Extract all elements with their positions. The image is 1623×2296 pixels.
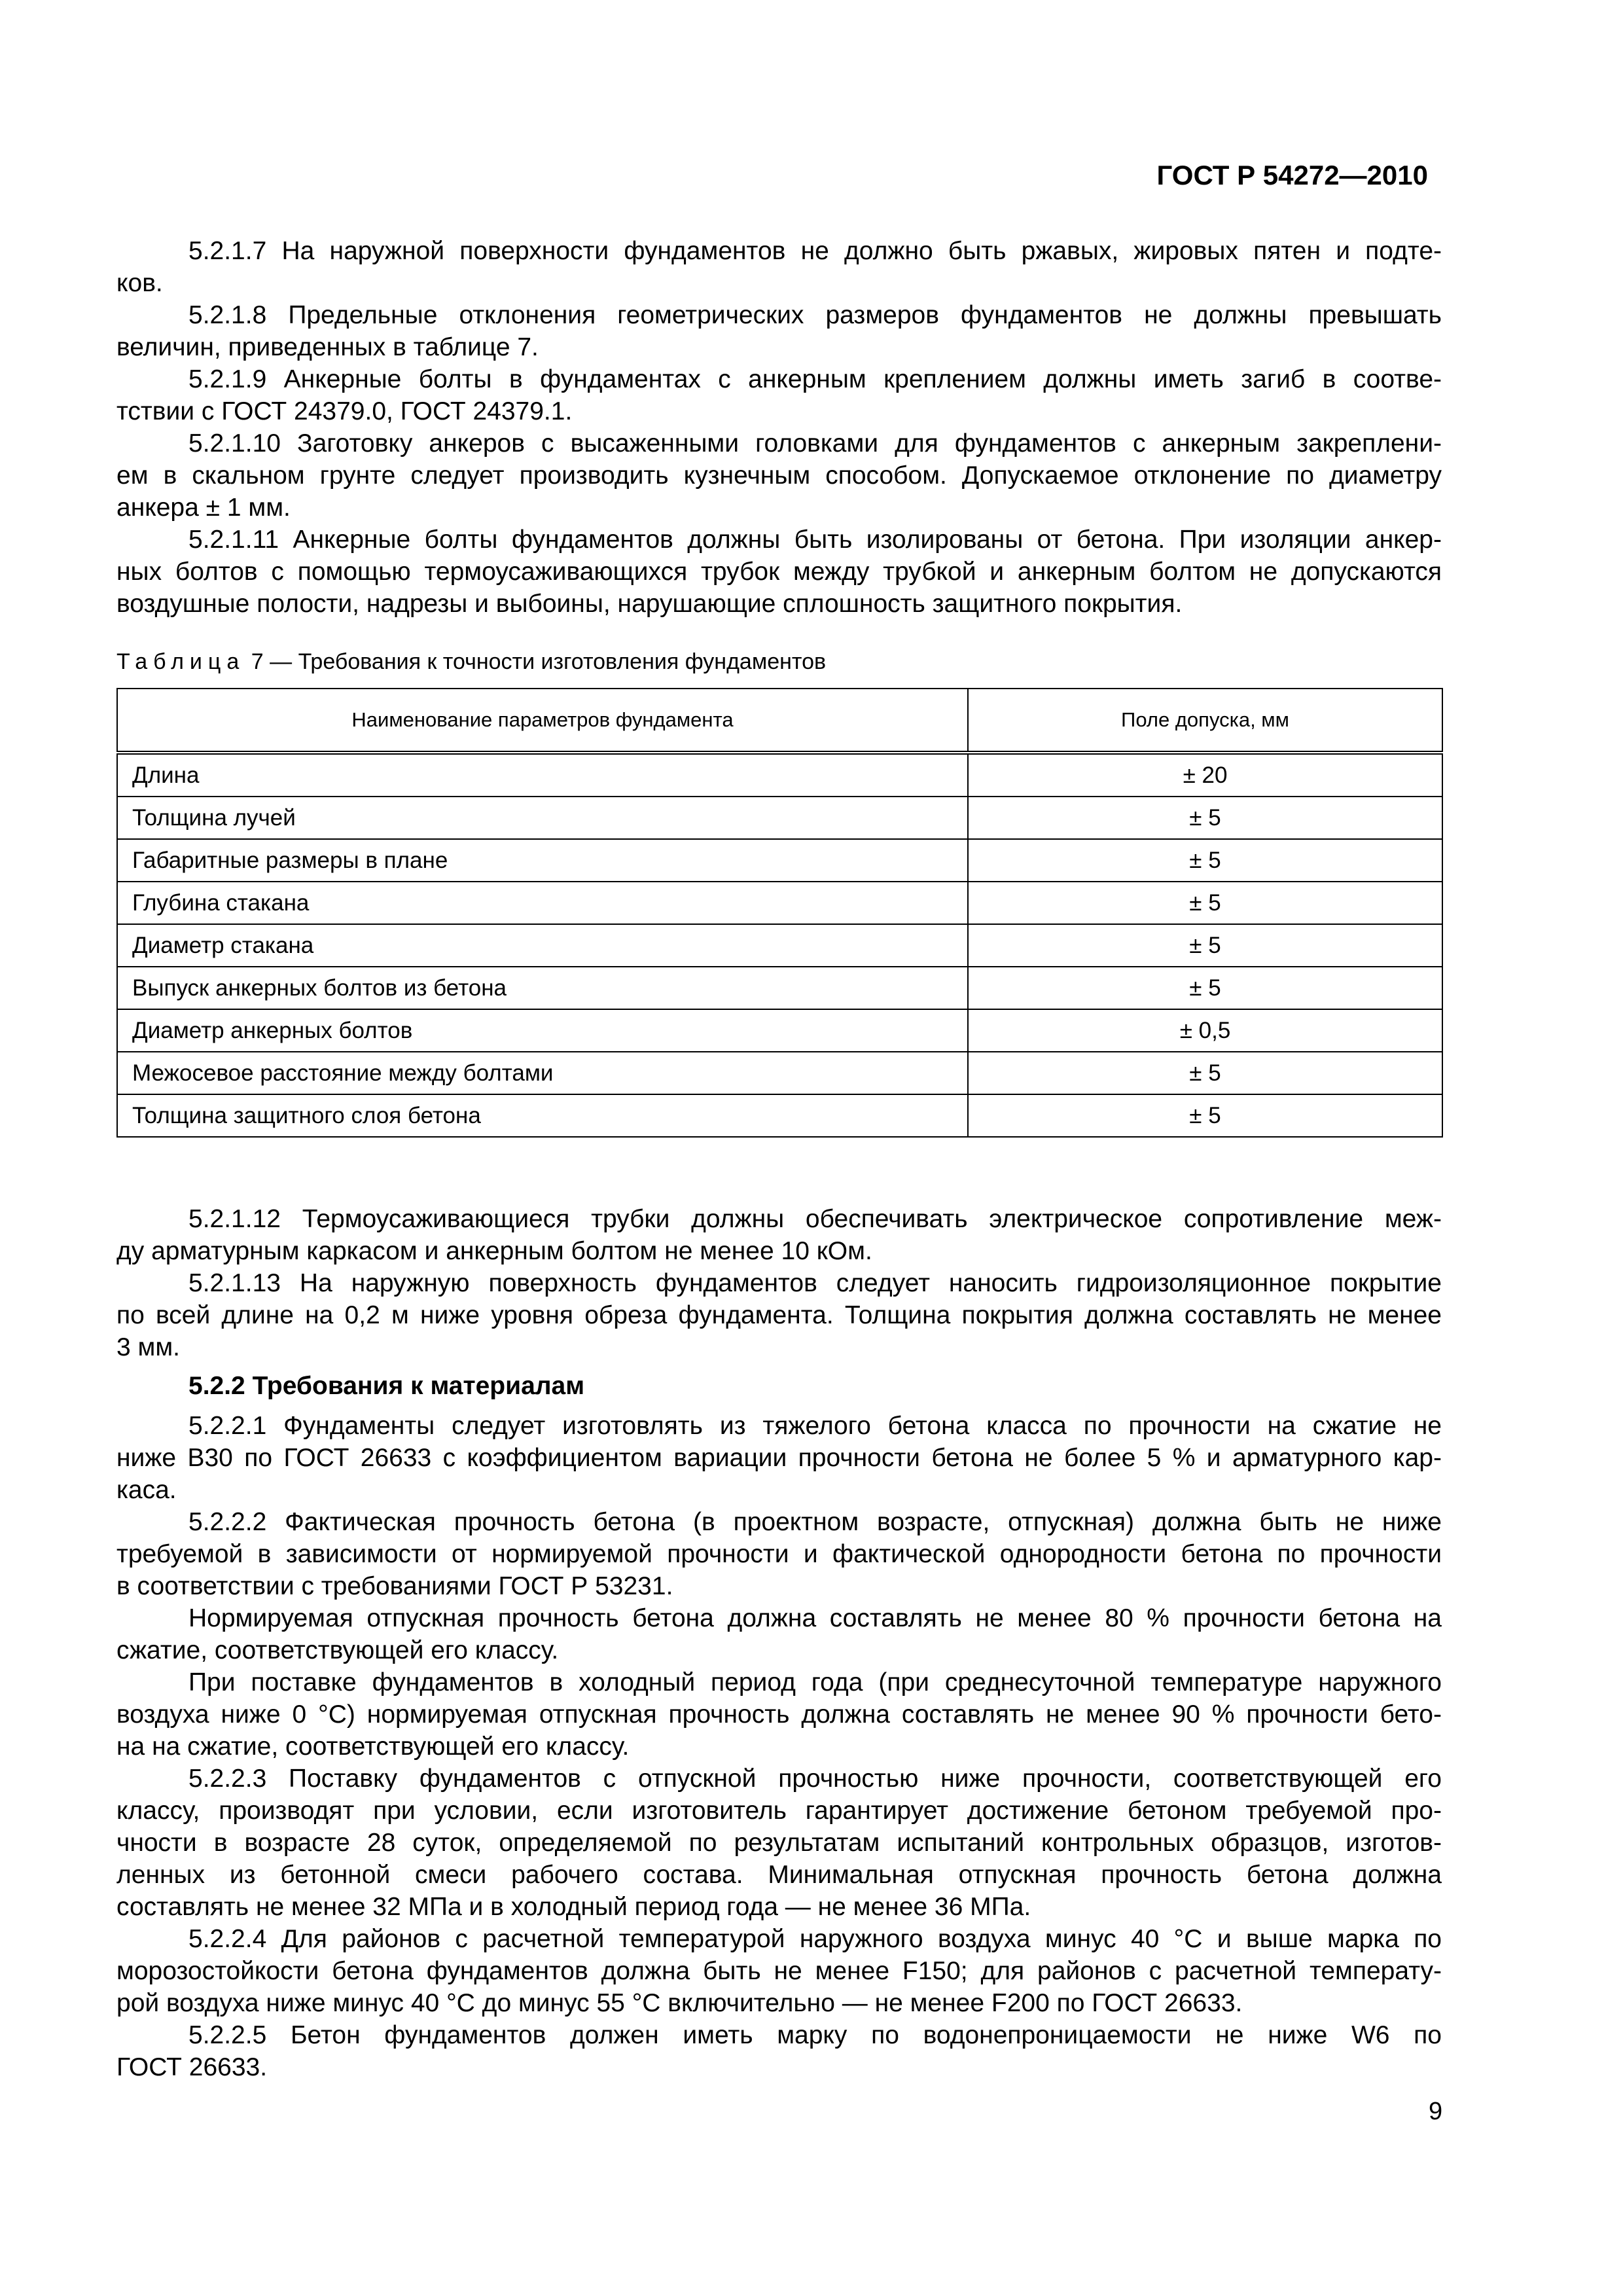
section-5-2-1-12-13 (116, 1203, 1442, 1363)
tolerance-cell: ± 5 (968, 882, 1442, 924)
page-number: 9 (1429, 2098, 1443, 2125)
parameter-cell: Толщина лучей (117, 797, 968, 839)
paragraph-line: классу, производят при условии, если изготовитель гарантирует достижение бетоном требуемой про- (116, 1797, 1442, 1825)
paragraph-line: 5.2.2.2 Фактическая прочность бетона (в проектном возрасте, отпускная) должна быть не ниже (188, 1508, 1442, 1536)
paragraph-line: воздуха ниже 0 °С) нормируемая отпускная прочность должна составлять не менее 90 % прочности бето- (116, 1700, 1442, 1729)
paragraph-line: 5.2.1.13 На наружную поверхность фундаментов следует наносить гидроизоляционное покрытие (188, 1269, 1442, 1297)
paragraph (116, 1923, 1442, 2019)
paragraph (116, 2019, 1442, 2083)
paragraph-line: 5.2.1.7 На наружной поверхности фундаментов не должно быть ржавых, жировых пятен и подте- (188, 237, 1442, 265)
table-header-row (117, 689, 1442, 753)
paragraph-line: чности в возрасте 28 суток, определяемой по результатам испытаний контрольных образцов, изготов- (116, 1829, 1442, 1857)
table-row (117, 1052, 1442, 1094)
paragraph-line: 5.2.1.8 Предельные отклонения геометрических размеров фундаментов не должны превышать (188, 301, 1442, 329)
paragraph-line: 5.2.1.10 Заготовку анкеров с высаженными головками для фундаментов с анкерным закреплени- (188, 429, 1442, 457)
tolerance-cell: ± 5 (968, 924, 1442, 967)
paragraph-line: по всей длине на 0,2 м ниже уровня обреза фундамента. Толщина покрытия должна составлять не менее (116, 1301, 1442, 1329)
parameter-cell: Диаметр анкерных болтов (117, 1009, 968, 1052)
paragraph (116, 1203, 1442, 1267)
paragraph-line: 5.2.1.9 Анкерные болты в фундаментах с анкерным креплением должны иметь загиб в соотве- (188, 365, 1442, 393)
paragraph (116, 1763, 1442, 1923)
paragraph (116, 1666, 1442, 1763)
paragraph-line: в соответствии с требованиями ГОСТ Р 53231. (116, 1572, 673, 1600)
tolerance-cell: ± 20 (968, 753, 1442, 797)
paragraph-line: ных болтов с помощью термоусаживающихся трубок между трубкой и анкерным болтом не допускаются (116, 558, 1442, 586)
table-caption-title: 7 — Требования к точности изготовления фундаментов (251, 649, 827, 674)
paragraph (116, 524, 1442, 620)
paragraph-line: морозостойкости бетона фундаментов должна быть не менее F150; для районов с расчетной температу- (116, 1957, 1442, 1985)
paragraph-line: 5.2.2.3 Поставку фундаментов с отпускной прочностью ниже прочности, соответствующей его (188, 1765, 1442, 1793)
paragraph (116, 1602, 1442, 1666)
paragraph-line: 5.2.2.4 Для районов с расчетной температурой наружного воздуха минус 40 °С и выше марка по (188, 1925, 1442, 1953)
table-row (117, 924, 1442, 967)
paragraph-line: Нормируемая отпускная прочность бетона должна составлять не менее 80 % прочности бетона на (188, 1604, 1442, 1632)
parameter-cell: Толщина защитного слоя бетона (117, 1094, 968, 1137)
parameter-cell: Выпуск анкерных болтов из бетона (117, 967, 968, 1009)
paragraph-line: величин, приведенных в таблице 7. (116, 333, 539, 361)
paragraph-line: ленных из бетонной смеси рабочего состава. Минимальная отпускная прочность бетона должна (116, 1861, 1442, 1889)
document-header: ГОСТ Р 54272—2010 (1156, 160, 1428, 190)
column-header-parameter: Наименование параметров фундамента (117, 689, 968, 753)
paragraph-line: ниже В30 по ГОСТ 26633 с коэффициентом вариации прочности бетона не более 5 % и арматурного кар- (116, 1444, 1442, 1472)
paragraph-line: ем в скальном грунте следует производить кузнечным способом. Допускаемое отклонение по диаметру (116, 461, 1442, 490)
paragraph-line: воздушные полости, надрезы и выбоины, нарушающие сплошность защитного покрытия. (116, 590, 1183, 618)
table-row (117, 797, 1442, 839)
tolerance-cell: ± 0,5 (968, 1009, 1442, 1052)
paragraph (116, 299, 1442, 363)
table-row (117, 753, 1442, 797)
parameter-cell: Глубина стакана (117, 882, 968, 924)
paragraph-line: 5.2.2.5 Бетон фундаментов должен иметь марку по водонепроницаемости не ниже W6 по (188, 2021, 1442, 2049)
paragraph (116, 1410, 1442, 1506)
parameter-cell: Диаметр стакана (117, 924, 968, 967)
table-row (117, 1009, 1442, 1052)
tolerance-table (116, 688, 1443, 1138)
tolerance-cell: ± 5 (968, 1094, 1442, 1137)
parameter-cell: Межосевое расстояние между болтами (117, 1052, 968, 1094)
tolerance-cell: ± 5 (968, 839, 1442, 882)
paragraph-line: 5.2.1.12 Термоусаживающиеся трубки должны обеспечивать электрическое сопротивление меж- (188, 1205, 1442, 1233)
paragraph-line: 5.2.1.11 Анкерные болты фундаментов должны быть изолированы от бетона. При изоляции анкер- (188, 526, 1442, 554)
tolerance-cell: ± 5 (968, 797, 1442, 839)
paragraph-line: 3 мм. (116, 1333, 180, 1361)
paragraph-line: рой воздуха ниже минус 40 °С до минус 55 °С включительно — не менее F200 по ГОСТ 26633. (116, 1989, 1243, 2017)
table-row (117, 967, 1442, 1009)
paragraph-line: сжатие, соответствующей его классу. (116, 1636, 559, 1664)
paragraph (116, 1267, 1442, 1363)
paragraph-line: составлять не менее 32 МПа и в холодный период года — не менее 36 МПа. (116, 1893, 1031, 1921)
paragraph (116, 427, 1442, 524)
table-caption-prefix: Таблица (116, 649, 245, 674)
paragraph-line: ков. (116, 269, 163, 297)
section-5-2-2-paragraphs (116, 1410, 1442, 2083)
table-row (117, 839, 1442, 882)
paragraph-line: требуемой в зависимости от нормируемой прочности и фактической однородности бетона по прочности (116, 1540, 1442, 1568)
paragraph-line: При поставке фундаментов в холодный период года (при среднесуточной температуре наружного (188, 1668, 1442, 1696)
section-5-2-1-12-to-5-2-2 (116, 1203, 1442, 2083)
paragraph (116, 235, 1442, 299)
paragraph-line: каса. (116, 1476, 177, 1504)
paragraph-line: 5.2.2.1 Фундаменты следует изготовлять из тяжелого бетона класса по прочности на сжатие не (188, 1412, 1442, 1440)
paragraph (116, 363, 1442, 427)
paragraph-line: ду арматурным каркасом и анкерным болтом не менее 10 кОм. (116, 1237, 872, 1265)
section-5-2-1-7-to-11 (116, 235, 1442, 620)
table-row (117, 1094, 1442, 1137)
paragraph-line: ГОСТ 26633. (116, 2053, 268, 2081)
table-row (117, 882, 1442, 924)
section-heading-5-2-2: 5.2.2 Требования к материалам (188, 1372, 585, 1400)
paragraph-line: на на сжатие, соответствующей его классу. (116, 1732, 630, 1761)
paragraph-line: анкера ± 1 мм. (116, 493, 291, 522)
parameter-cell: Габаритные размеры в плане (117, 839, 968, 882)
table-caption (116, 649, 826, 675)
paragraph-line: тствии с ГОСТ 24379.0, ГОСТ 24379.1. (116, 397, 573, 425)
paragraph (116, 1506, 1442, 1602)
column-header-tolerance: Поле допуска, мм (968, 689, 1442, 753)
parameter-cell: Длина (117, 753, 968, 797)
tolerance-cell: ± 5 (968, 1052, 1442, 1094)
tolerance-cell: ± 5 (968, 967, 1442, 1009)
